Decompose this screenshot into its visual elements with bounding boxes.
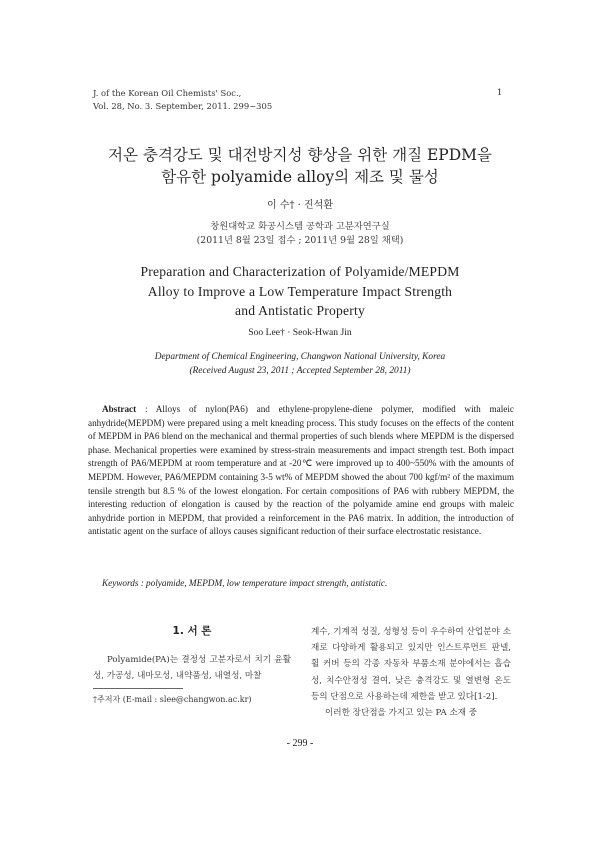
korean-affiliation: 창원대학교 화공시스템 공학과 고분자연구실: [210, 221, 390, 232]
left-column-text: Polyamide(PA)는 결정성 고분자로서 치기 윤활성, 가공성, 내마모성, 내약품성, 내열성, 마찰: [93, 655, 291, 682]
journal-volume: Vol. 28, No. 3. September, 2011. 299~305: [93, 101, 273, 111]
english-title-line3: and Antistatic Property: [235, 303, 365, 318]
korean-authors: 이 수† · 진석환: [266, 200, 333, 211]
right-paragraph-2: 이러한 장단점을 가지고 있는 PA 소재 중: [325, 708, 478, 719]
right-column: [311, 624, 511, 721]
header-page-number: 1: [497, 87, 503, 97]
right-paragraph-1: 계수, 기계적 성질, 성형성 등이 우수하여 산업분야 소재로 다양하게 활용되고 있지만 인스트루먼트 판넬, 휠 커버 등의 각종 자동차 부품소재 분야에서는 흡습성, 치수안정성 결여, 낮은 충격강도 및 열변형 온도 등의 단점으로 사용하는데 제한을 받고 있다[1-2].: [311, 627, 511, 702]
english-affiliation: Department of Chemical Engineering, Changwon National University, Korea: [154, 352, 446, 362]
footnote: †주저자 (E-mail : slee@changwon.ac.kr): [93, 695, 252, 704]
korean-dates: (2011년 8월 23일 접수 ; 2011년 9월 28일 채택): [196, 235, 404, 246]
journal-info: [93, 87, 272, 113]
footnote-divider: [93, 688, 183, 689]
korean-title-line2: 함유한 polyamide alloy의 제조 및 물성: [161, 168, 439, 186]
english-affiliation-block: [0, 351, 600, 378]
korean-affiliation-block: [0, 220, 600, 248]
abstract-text: : Alloys of nylon(PA6) and ethylene-propylene-diene polymer, modified with maleic anhydride(MEPDM) were prepared using a melt kneading process. This study focuses on the effects of the content of MEPDM in PA6 blend on the mechanical and thermal properties of such blends where MEPDM is the dispersed phase. Mechanical properties were examined by stress-strain measurements and impact strength test. Both impact strength of PA6/MEPDM at room temperature and at -20℃ were improved up to 400~550% with the amounts of MEPDM. However, PA6/MEPDM containing 3-5 wt% of MEPDM showed the about 700 kgf/m² of the maximum tensile strength but 8.5 % of the lowest elongation. For certain compositions of PA6 with rubbery MEPDM, the interesting reduction of elongation is caused by the reaction of the polyamide amine end groups with maleic anhydride portion in MEPDM, that provided a reinforcement in the PA6 matrix. In addition, the introduction of antistatic agent on the surface of alloys causes significant reduction of their surface electrostatic resistance.: [88, 404, 514, 537]
footer-page-number: - 299 -: [286, 738, 314, 749]
keywords: Keywords : polyamide, MEPDM, low temperature impact strength, antistatic.: [102, 578, 388, 588]
english-title: [80, 262, 520, 321]
english-title-line2: Alloy to Improve a Low Temperature Impact Strength: [147, 283, 453, 299]
korean-title: [60, 144, 540, 188]
abstract-label: Abstract: [102, 404, 137, 414]
english-authors: Soo Lee† · Seok-Hwan Jin: [248, 327, 352, 338]
korean-title-line1: 저온 충격강도 및 대전방지성 향상을 위한 개질 EPDM을: [108, 146, 492, 164]
journal-name: J. of the Korean Oil Chemists' Soc.,: [93, 88, 242, 98]
section-heading: 1. 서 론: [172, 625, 212, 637]
abstract: [88, 403, 514, 539]
english-dates: (Received August 23, 2011 ; Accepted September 28, 2011): [189, 365, 411, 376]
english-title-line1: Preparation and Characterization of Polyamide/MEPDM: [140, 264, 460, 279]
